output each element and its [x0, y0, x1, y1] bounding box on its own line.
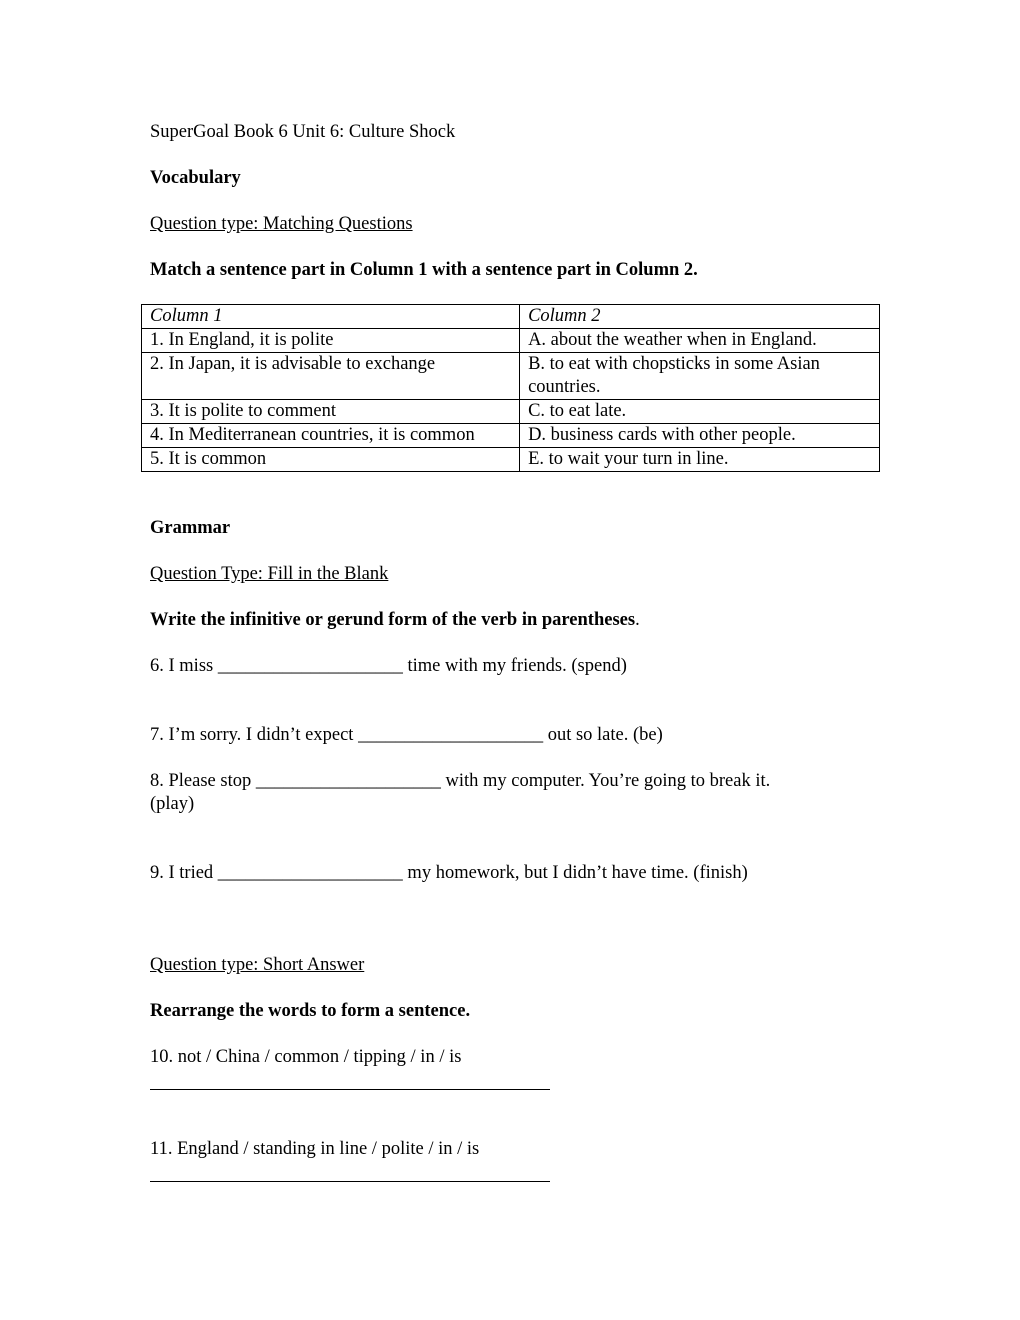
cell: 1. In England, it is polite — [142, 329, 520, 353]
question-6: 6. I miss ____________________ time with my friends. (spend) — [150, 656, 627, 676]
cell: B. to eat with chopsticks in some Asian countries. — [520, 353, 880, 400]
table-row — [142, 424, 880, 448]
question-7: 7. I’m sorry. I didn’t expect ____________________ out so late. (be) — [150, 725, 663, 745]
column-1-header: Column 1 — [142, 305, 520, 329]
cell: D. business cards with other people. — [520, 424, 880, 448]
answer-line-10[interactable] — [150, 1089, 550, 1090]
cell: E. to wait your turn in line. — [520, 448, 880, 472]
table-row — [142, 400, 880, 424]
grammar-instruction-text: Write the infinitive or gerund form of the verb in parentheses — [150, 610, 636, 630]
cell: 5. It is common — [142, 448, 520, 472]
fill-blank-question-type: Question Type: Fill in the Blank — [150, 564, 389, 584]
question-8-verb: (play) — [150, 794, 195, 814]
table-row — [142, 448, 880, 472]
grammar-heading: Grammar — [150, 518, 231, 538]
cell: 3. It is polite to comment — [142, 400, 520, 424]
cell: C. to eat late. — [520, 400, 880, 424]
question-10: 10. not / China / common / tipping / in / is — [150, 1047, 462, 1067]
grammar-instruction — [150, 608, 640, 632]
question-8: 8. Please stop ____________________ with my computer. You’re going to break it. — [150, 771, 771, 791]
vocabulary-heading: Vocabulary — [150, 168, 241, 188]
matching-question-type: Question type: Matching Questions — [150, 214, 413, 234]
table-row — [142, 353, 880, 400]
table-row — [142, 329, 880, 353]
cell: 2. In Japan, it is advisable to exchange — [142, 353, 520, 400]
cell: 4. In Mediterranean countries, it is common — [142, 424, 520, 448]
grammar-instruction-period: . — [635, 610, 640, 630]
cell: A. about the weather when in England. — [520, 329, 880, 353]
matching-table — [141, 304, 880, 472]
question-11: 11. England / standing in line / polite / in / is — [150, 1139, 480, 1159]
short-answer-question-type: Question type: Short Answer — [150, 955, 365, 975]
column-2-header: Column 2 — [520, 305, 880, 329]
question-9: 9. I tried ____________________ my homework, but I didn’t have time. (finish) — [150, 863, 748, 883]
document-title: SuperGoal Book 6 Unit 6: Culture Shock — [150, 122, 456, 142]
table-header-row — [142, 305, 880, 329]
matching-instruction: Match a sentence part in Column 1 with a sentence part in Column 2. — [150, 260, 698, 280]
short-answer-instruction: Rearrange the words to form a sentence. — [150, 1001, 471, 1021]
answer-line-11[interactable] — [150, 1181, 550, 1182]
